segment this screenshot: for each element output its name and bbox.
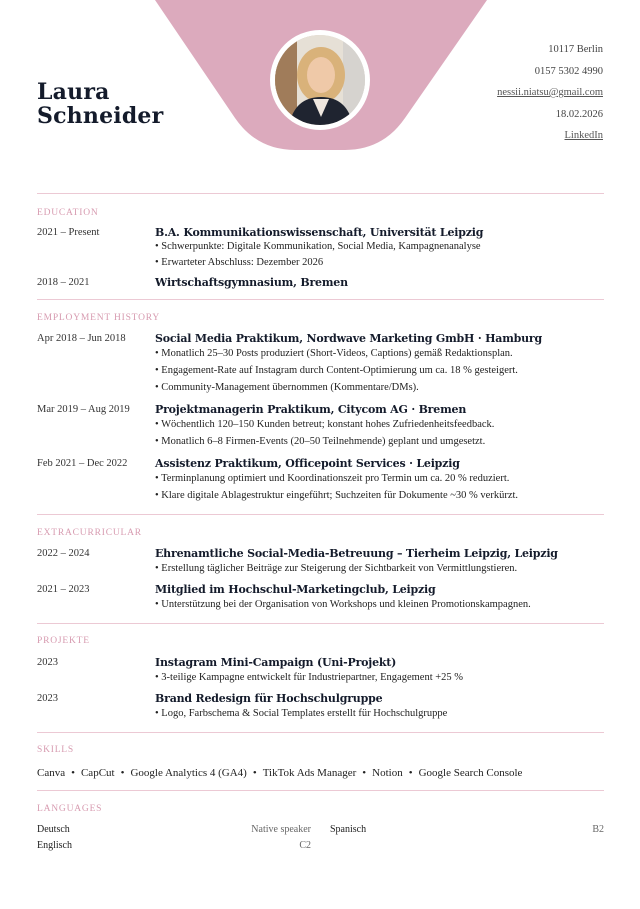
extracurricular-date: 2022 – 2024 xyxy=(37,548,90,559)
employment-title: Social Media Praktikum, Nordwave Marketing GmbH · Hamburg xyxy=(155,332,543,345)
extracurricular-date: 2021 – 2023 xyxy=(37,584,90,595)
section-title-education: EDUCATION xyxy=(37,208,99,218)
contact-info xyxy=(497,42,603,150)
employment-bullet: • Monatlich 25–30 Posts produziert (Short-Videos, Captions) gemäß Redaktionsplan. xyxy=(155,348,513,359)
skill-item: Google Search Console xyxy=(418,767,523,779)
skill-separator: • xyxy=(252,767,257,779)
section-title-projects: PROJEKTE xyxy=(37,636,90,646)
skill-separator: • xyxy=(408,767,413,779)
project-date: 2023 xyxy=(37,693,58,704)
divider xyxy=(37,623,604,624)
employment-bullet: • Terminplanung optimiert und Koordinationszeit pro Termin um ca. 20 % reduziert. xyxy=(155,473,510,484)
employment-title: Projektmanagerin Praktikum, Citycom AG · Bremen xyxy=(155,403,467,416)
education-bullet: • Erwarteter Abschluss: Dezember 2026 xyxy=(155,257,324,268)
candidate-name xyxy=(37,80,163,128)
employment-bullet: • Engagement-Rate auf Instagram durch Content-Optimierung um ca. 18 % gesteigert. xyxy=(155,365,518,376)
linkedin-link[interactable]: LinkedIn xyxy=(564,130,603,141)
profile-photo-image xyxy=(275,35,365,125)
section-title-employment: EMPLOYMENT HISTORY xyxy=(37,313,161,323)
divider xyxy=(37,790,604,791)
employment-bullet: • Community-Management übernommen (Kommentare/DMs). xyxy=(155,382,419,393)
language-level: B2 xyxy=(592,824,604,835)
employment-title: Assistenz Praktikum, Officepoint Services · Leipzig xyxy=(155,457,460,470)
divider xyxy=(37,514,604,515)
education-date: 2018 – 2021 xyxy=(37,277,90,288)
divider xyxy=(37,732,604,733)
date: 18.02.2026 xyxy=(555,108,603,120)
language-level: Native speaker xyxy=(251,824,311,835)
divider xyxy=(37,193,604,194)
extracurricular-title: Ehrenamtliche Social-Media-Betreuung – Tierheim Leipzig, Leipzig xyxy=(155,547,558,560)
phone: 0157 5302 4990 xyxy=(534,65,603,77)
language-name: Deutsch xyxy=(37,824,70,835)
skill-item: Notion xyxy=(372,767,403,779)
employment-bullet: • Monatlich 6–8 Firmen-Events (20–50 Teilnehmende) geplant und umgesetzt. xyxy=(155,436,486,447)
employment-date: Apr 2018 – Jun 2018 xyxy=(37,333,126,344)
address: 10117 Berlin xyxy=(548,44,603,55)
skill-separator: • xyxy=(120,767,125,779)
profile-photo xyxy=(270,30,370,130)
skill-item: TikTok Ads Manager xyxy=(262,767,357,779)
section-title-extracurricular: EXTRACURRICULAR xyxy=(37,528,142,538)
skill-item: Google Analytics 4 (GA4) xyxy=(130,767,247,779)
extracurricular-bullet: • Erstellung täglicher Beiträge zur Steigerung der Sichtbarkeit von Vermittlungstieren. xyxy=(155,563,518,574)
employment-date: Feb 2021 – Dec 2022 xyxy=(37,458,128,469)
first-name: Laura xyxy=(37,79,110,105)
education-date: 2021 – Present xyxy=(37,227,100,238)
section-title-languages: LANGUAGES xyxy=(37,804,103,814)
project-bullet: • Logo, Farbschema & Social Templates erstellt für Hochschulgruppe xyxy=(155,708,448,719)
last-name: Schneider xyxy=(37,103,164,129)
email-link[interactable]: nessii.niatsu@gmail.com xyxy=(497,87,603,98)
skills-list xyxy=(37,767,522,779)
skill-separator: • xyxy=(362,767,367,779)
employment-bullet: • Wöchentlich 120–150 Kunden betreut; konstant hohes Zufriedenheitsfeedback. xyxy=(155,419,495,430)
language-name: Englisch xyxy=(37,840,72,851)
project-date: 2023 xyxy=(37,657,58,668)
project-title: Instagram Mini-Campaign (Uni-Projekt) xyxy=(155,656,397,669)
education-title: B.A. Kommunikationswissenschaft, Universität Leipzig xyxy=(155,226,484,239)
section-title-skills: SKILLS xyxy=(37,745,74,755)
skill-separator: • xyxy=(71,767,75,779)
language-name: Spanisch xyxy=(330,824,367,835)
language-level: C2 xyxy=(299,840,311,851)
extracurricular-bullet: • Unterstützung bei der Organisation von Workshops und kleinen Promotionskampagnen. xyxy=(155,599,531,610)
skill-item: CapCut xyxy=(80,767,115,779)
divider xyxy=(37,299,604,300)
education-bullet: • Schwerpunkte: Digitale Kommunikation, Social Media, Kampagnenanalyse xyxy=(155,241,481,252)
education-title: Wirtschaftsgymnasium, Bremen xyxy=(155,276,348,289)
project-bullet: • 3-teilige Kampagne entwickelt für Industriepartner, Engagement +25 % xyxy=(155,672,464,683)
employment-bullet: • Klare digitale Ablagestruktur eingeführt; Suchzeiten für Dokumente ~30 % verkürzt. xyxy=(155,490,519,501)
employment-date: Mar 2019 – Aug 2019 xyxy=(37,404,130,415)
extracurricular-title: Mitglied im Hochschul-Marketingclub, Leipzig xyxy=(155,583,436,596)
skill-item: Canva xyxy=(37,767,66,779)
project-title: Brand Redesign für Hochschulgruppe xyxy=(155,692,383,705)
